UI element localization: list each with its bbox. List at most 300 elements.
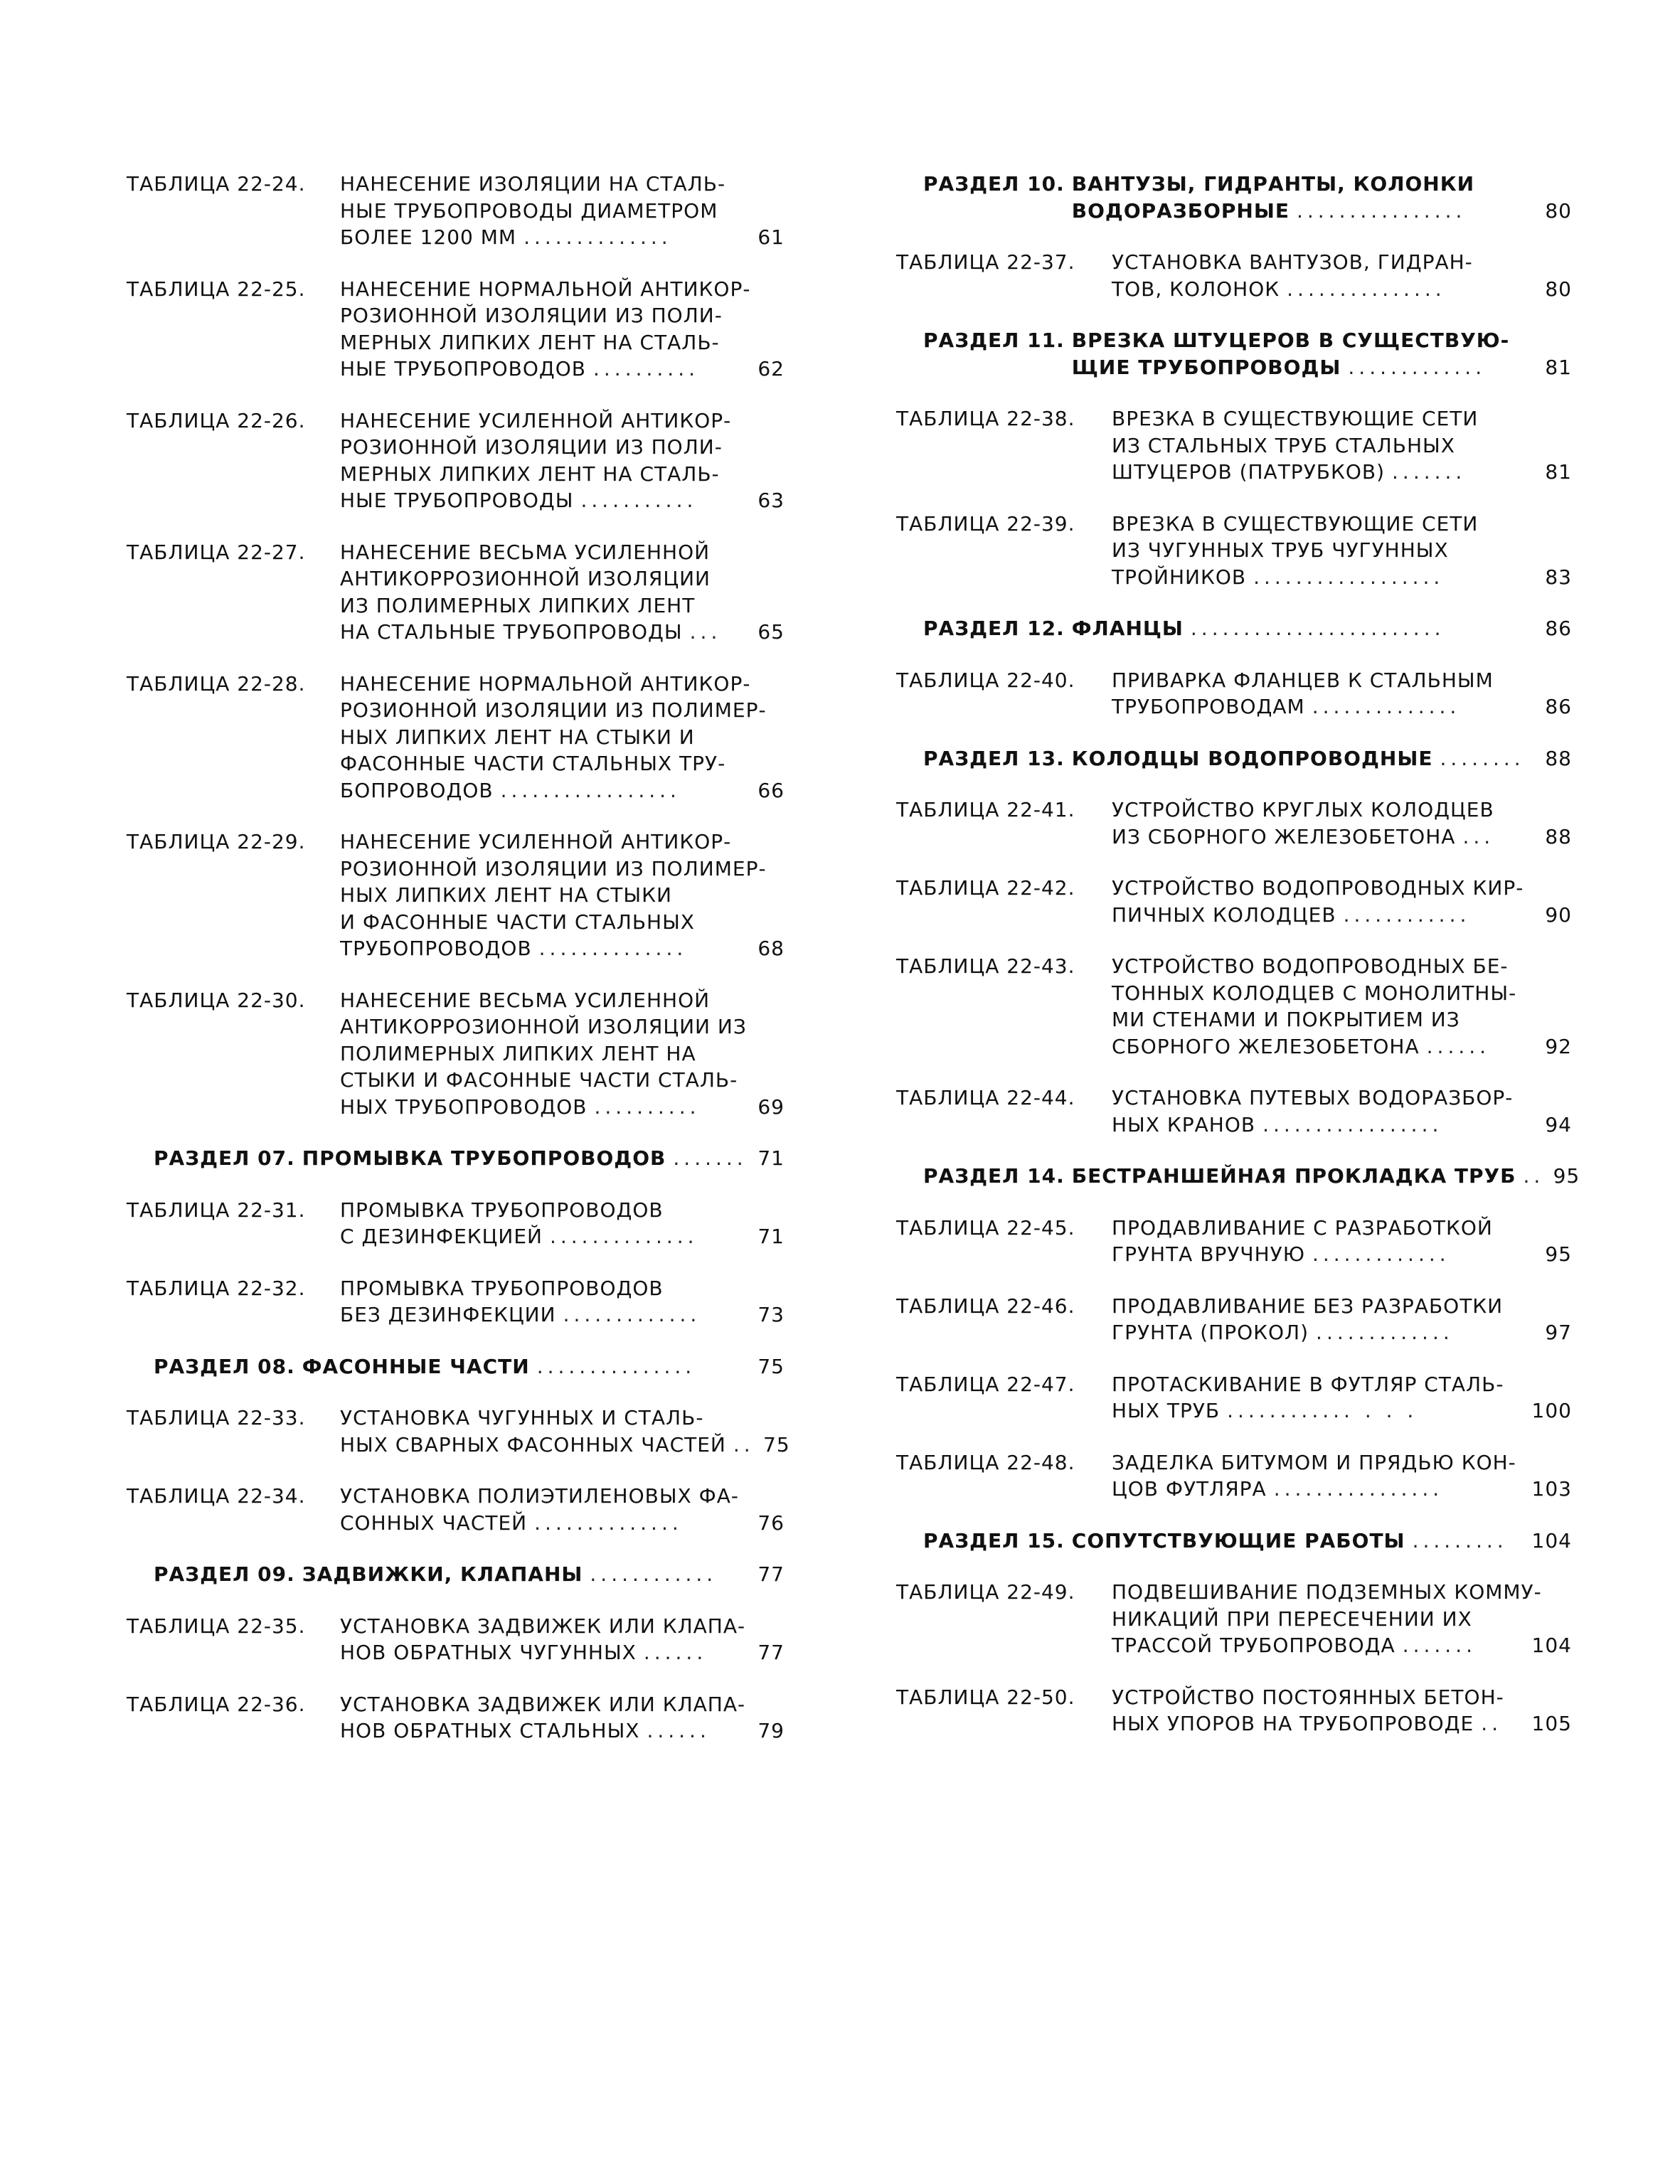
dot-leader: .. xyxy=(733,1432,755,1456)
table-label: ТАБЛИЦА 22-39. xyxy=(896,511,1075,536)
dot-leader: ...... xyxy=(647,1719,711,1742)
leader-line xyxy=(1112,564,1572,591)
table-label: ТАБЛИЦА 22-44. xyxy=(896,1086,1075,1109)
toc-table-entry[interactable] xyxy=(896,405,1572,486)
dot-leader: ............. xyxy=(1348,355,1487,379)
title-last-line: ШТУЦЕРОВ (ПАТРУБКОВ) xyxy=(1112,460,1386,484)
leader-line xyxy=(340,356,785,383)
title-last-line: НЫЕ ТРУБОПРОВОДОВ xyxy=(340,357,586,380)
title-line: ИЗ ЧУГУННЫХ ТРУБ ЧУГУННЫХ xyxy=(1112,538,1449,562)
section-title xyxy=(302,1561,785,1588)
toc-table-entry[interactable] xyxy=(896,1579,1572,1659)
section-title xyxy=(1072,745,1572,772)
title-line: И ФАСОННЫЕ ЧАСТИ СТАЛЬНЫХ xyxy=(340,910,695,934)
entry-title xyxy=(1112,405,1572,486)
table-label: ТАБЛИЦА 22-43. xyxy=(896,954,1075,978)
entry-title xyxy=(1112,1684,1572,1737)
section-label: РАЗДЕЛ 07. xyxy=(154,1146,295,1170)
table-label: ТАБЛИЦА 22-24. xyxy=(127,172,306,196)
dot-leader: .............. xyxy=(1312,695,1461,718)
leader-line xyxy=(340,1223,785,1250)
toc-table-entry[interactable] xyxy=(896,511,1572,591)
title-last-line: БЕЗ ДЕЗИНФЕКЦИИ xyxy=(340,1303,556,1326)
title-last-line: ВОДОРАЗБОРНЫЕ xyxy=(1071,198,1290,223)
toc-table-entry[interactable] xyxy=(127,1691,785,1744)
dot-leader: ................. xyxy=(1262,1112,1443,1136)
leader-line xyxy=(340,1639,785,1666)
title-last-line: НЫХ УПОРОВ НА ТРУБОПРОВОДЕ xyxy=(1112,1712,1474,1735)
title-line: НЫХ ЛИПКИХ ЛЕНТ НА СТЫКИ И xyxy=(340,725,695,749)
entry-title xyxy=(340,1197,785,1250)
table-label: ТАБЛИЦА 22-40. xyxy=(896,668,1075,692)
leader-line xyxy=(340,1094,785,1121)
title-last-line: ТОВ, КОЛОНОК xyxy=(1112,277,1280,301)
dot-leader: ............... xyxy=(536,1354,696,1378)
title-line: АНТИКОРРОЗИОННОЙ ИЗОЛЯЦИИ ИЗ xyxy=(340,1015,747,1038)
section-label: РАЗДЕЛ 10. xyxy=(923,172,1065,196)
title-last-line: КОЛОДЦЫ ВОДОПРОВОДНЫЕ xyxy=(1071,746,1433,770)
table-label: ТАБЛИЦА 22-31. xyxy=(127,1198,306,1222)
title-last-line: НОВ ОБРАТНЫХ СТАЛЬНЫХ xyxy=(340,1719,640,1742)
page-number: 75 xyxy=(757,1354,785,1378)
table-label: ТАБЛИЦА 22-29. xyxy=(127,830,306,853)
table-label: ТАБЛИЦА 22-32. xyxy=(127,1276,306,1300)
title-last-line: НОВ ОБРАТНЫХ ЧУГУННЫХ xyxy=(340,1641,637,1664)
toc-section-entry[interactable] xyxy=(896,171,1572,224)
leader-line xyxy=(1072,1528,1572,1555)
section-title xyxy=(1072,615,1572,642)
toc-table-entry[interactable] xyxy=(896,1085,1572,1138)
table-label: ТАБЛИЦА 22-26. xyxy=(127,408,306,432)
leader-line xyxy=(1112,1112,1572,1139)
toc-table-entry[interactable] xyxy=(896,1449,1572,1503)
section-label: РАЗДЕЛ 11. xyxy=(923,329,1065,352)
dot-leader: ............ . . . xyxy=(1227,1399,1418,1422)
leader-line xyxy=(340,1717,785,1744)
entry-title xyxy=(340,1275,785,1328)
title-line: НАНЕСЕНИЕ ВЕСЬМА УСИЛЕННОЙ xyxy=(340,540,711,564)
page-number: 77 xyxy=(757,1641,785,1664)
title-last-line: ТРОЙНИКОВ xyxy=(1112,565,1247,589)
toc-table-entry[interactable] xyxy=(127,1613,785,1666)
dot-leader: ............ xyxy=(1343,902,1471,927)
toc-table-entry[interactable] xyxy=(896,953,1572,1060)
entry-title xyxy=(340,539,785,646)
page-number: 94 xyxy=(1545,1112,1572,1136)
page-number: 71 xyxy=(757,1146,785,1170)
dot-leader: .......... xyxy=(593,357,700,380)
toc-table-entry[interactable] xyxy=(127,276,785,383)
table-label: ТАБЛИЦА 22-34. xyxy=(127,1484,306,1508)
title-line: РОЗИОННОЙ ИЗОЛЯЦИИ ИЗ ПОЛИ- xyxy=(340,435,723,459)
page-number: 76 xyxy=(757,1511,785,1535)
leader-line xyxy=(1072,745,1572,772)
leader-line xyxy=(1112,1319,1572,1346)
dot-leader: ... xyxy=(1462,824,1495,848)
toc-table-entry[interactable] xyxy=(896,249,1572,302)
leader-line xyxy=(302,1353,785,1380)
title-line: УСТАНОВКА ПУТЕВЫХ ВОДОРАЗБОР- xyxy=(1112,1086,1514,1109)
entry-title xyxy=(1112,953,1572,1060)
table-label: ТАБЛИЦА 22-47. xyxy=(896,1372,1075,1396)
section-title xyxy=(302,1353,785,1380)
title-last-line: НЫХ ТРУБОПРОВОДОВ xyxy=(340,1094,588,1119)
dot-leader: ......... xyxy=(1412,1528,1508,1552)
toc-section-entry[interactable] xyxy=(127,1353,785,1380)
title-line: ФАСОННЫЕ ЧАСТИ СТАЛЬНЫХ ТРУ- xyxy=(340,752,726,775)
toc-section-entry[interactable] xyxy=(896,745,1572,772)
dot-leader: ............... xyxy=(1287,277,1446,301)
page-number: 69 xyxy=(757,1094,785,1119)
dot-leader: ............. xyxy=(1312,1242,1450,1266)
section-title xyxy=(1072,1528,1572,1555)
page-number: 80 xyxy=(1545,277,1572,301)
title-line: УСТАНОВКА ВАНТУЗОВ, ГИДРАН- xyxy=(1112,250,1473,274)
title-line: УСТАНОВКА ЧУГУННЫХ И СТАЛЬ- xyxy=(340,1406,704,1429)
title-last-line: ГРУНТА (ПРОКОЛ) xyxy=(1112,1321,1309,1344)
leader-line xyxy=(1112,1033,1572,1060)
toc-table-entry[interactable] xyxy=(127,171,785,251)
page-number: 75 xyxy=(763,1432,790,1456)
title-line: УСТРОЙСТВО ВОДОПРОВОДНЫХ КИР- xyxy=(1112,876,1524,900)
table-label: ТАБЛИЦА 22-50. xyxy=(896,1685,1075,1709)
entry-title xyxy=(1112,875,1572,928)
title-last-line: НЫХ КРАНОВ xyxy=(1112,1112,1256,1136)
leader-line xyxy=(340,777,785,804)
leader-line xyxy=(1112,693,1572,720)
page-number: 104 xyxy=(1531,1528,1572,1552)
title-line: ПРОТАСКИВАНИЕ В ФУТЛЯР СТАЛЬ- xyxy=(1112,1372,1504,1396)
page-number: 71 xyxy=(757,1225,785,1248)
leader-line xyxy=(340,487,785,514)
title-last-line: НА СТАЛЬНЫЕ ТРУБОПРОВОДЫ xyxy=(340,620,683,644)
leader-line xyxy=(1072,1163,1580,1190)
dot-leader: ................ xyxy=(1273,1477,1444,1501)
leader-line xyxy=(1112,459,1572,486)
table-label: ТАБЛИЦА 22-49. xyxy=(896,1580,1075,1604)
dot-leader: ....... xyxy=(1392,460,1467,484)
dot-leader: ............. xyxy=(1316,1321,1454,1344)
table-label: ТАБЛИЦА 22-42. xyxy=(896,876,1075,900)
entry-title xyxy=(340,171,785,251)
title-line: МЕРНЫХ ЛИПКИХ ЛЕНТ НА СТАЛЬ- xyxy=(340,462,720,486)
entry-title xyxy=(1112,1449,1572,1503)
entry-title xyxy=(1112,1579,1572,1659)
toc-section-entry[interactable] xyxy=(127,1145,785,1172)
dot-leader: .............. xyxy=(523,225,672,249)
title-line: МЕРНЫХ ЛИПКИХ ЛЕНТ НА СТАЛЬ- xyxy=(340,330,720,354)
title-line: ИЗ СТАЛЬНЫХ ТРУБ СТАЛЬНЫХ xyxy=(1112,433,1455,457)
title-last-line: ЗАДВИЖКИ, КЛАПАНЫ xyxy=(302,1562,583,1586)
title-last-line: ЦОВ ФУТЛЯРА xyxy=(1112,1477,1267,1501)
dot-leader: ............ xyxy=(590,1562,718,1586)
page-number: 86 xyxy=(1545,617,1572,640)
title-line: НАНЕСЕНИЕ НОРМАЛЬНОЙ АНТИКОР- xyxy=(340,671,751,696)
title-last-line: СОПУТСТВУЮЩИЕ РАБОТЫ xyxy=(1071,1528,1405,1552)
title-last-line: ПРОМЫВКА ТРУБОПРОВОДОВ xyxy=(302,1146,666,1170)
dot-leader: ...... xyxy=(1426,1034,1491,1058)
title-last-line: НЫХ ТРУБ xyxy=(1112,1399,1221,1422)
toc-table-entry[interactable] xyxy=(127,671,785,804)
entry-title xyxy=(340,671,785,804)
page-number: 95 xyxy=(1545,1242,1572,1266)
leader-line xyxy=(1112,1632,1572,1659)
page-number: 83 xyxy=(1545,565,1572,589)
page-number: 63 xyxy=(757,489,785,512)
title-last-line: СОННЫХ ЧАСТЕЙ xyxy=(340,1511,528,1535)
title-line: НЫХ ЛИПКИХ ЛЕНТ НА СТЫКИ xyxy=(340,883,672,907)
toc-table-entry[interactable] xyxy=(896,1215,1572,1268)
dot-leader: ........ xyxy=(1440,746,1525,770)
page-number: 92 xyxy=(1545,1034,1572,1058)
page-number: 62 xyxy=(757,357,785,380)
entry-title xyxy=(340,987,785,1121)
dot-leader: .. xyxy=(1523,1164,1545,1188)
section-title xyxy=(1072,171,1572,224)
title-last-line: ТРАССОЙ ТРУБОПРОВОДА xyxy=(1112,1634,1395,1657)
toc-table-entry[interactable] xyxy=(127,829,785,962)
title-last-line: ФАСОННЫЕ ЧАСТИ xyxy=(302,1354,530,1378)
table-label: ТАБЛИЦА 22-35. xyxy=(127,1614,306,1638)
toc-section-entry[interactable] xyxy=(896,1163,1580,1190)
title-line: РОЗИОННОЙ ИЗОЛЯЦИИ ИЗ ПОЛИ- xyxy=(340,304,723,327)
leader-line xyxy=(340,1301,785,1328)
page-number: 79 xyxy=(757,1719,785,1742)
title-last-line: ФЛАНЦЫ xyxy=(1071,617,1184,640)
title-line: ВРЕЗКА В СУЩЕСТВУЮЩИЕ СЕТИ xyxy=(1112,511,1479,536)
dot-leader: .............. xyxy=(549,1225,698,1248)
table-label: ТАБЛИЦА 22-30. xyxy=(127,988,306,1012)
section-label: РАЗДЕЛ 13. xyxy=(923,746,1065,770)
toc-table-entry[interactable] xyxy=(896,667,1572,720)
toc-section-entry[interactable] xyxy=(127,1561,785,1588)
page-number: 100 xyxy=(1531,1399,1572,1422)
title-last-line: ГРУНТА ВРУЧНУЮ xyxy=(1112,1242,1305,1266)
title-line: НАНЕСЕНИЕ УСИЛЕННОЙ АНТИКОР- xyxy=(340,408,732,432)
leader-line xyxy=(340,224,785,251)
page-number: 88 xyxy=(1545,824,1572,848)
dot-leader: ........... xyxy=(580,489,698,512)
leader-line xyxy=(1112,902,1572,929)
title-line: УСТРОЙСТВО ВОДОПРОВОДНЫХ БЕ- xyxy=(1112,954,1509,978)
title-last-line: НЫХ СВАРНЫХ ФАСОННЫХ ЧАСТЕЙ xyxy=(340,1432,726,1456)
title-line: НАНЕСЕНИЕ ВЕСЬМА УСИЛЕННОЙ xyxy=(340,988,711,1012)
leader-line xyxy=(1112,1476,1572,1503)
title-last-line: БОПРОВОДОВ xyxy=(340,778,494,802)
page-number: 88 xyxy=(1545,746,1572,770)
toc-left-column xyxy=(127,171,790,1769)
toc-table-entry[interactable] xyxy=(896,1684,1572,1737)
title-last-line: НЫЕ ТРУБОПРОВОДЫ xyxy=(340,489,574,512)
title-line: СТЫКИ И ФАСОННЫЕ ЧАСТИ СТАЛЬ- xyxy=(340,1068,738,1092)
title-line: ПРОМЫВКА ТРУБОПРОВОДОВ xyxy=(340,1276,664,1300)
dot-leader: .................. xyxy=(1253,565,1445,589)
entry-title xyxy=(1112,1085,1572,1138)
leader-line xyxy=(1112,824,1572,851)
page-number: 61 xyxy=(757,225,785,249)
table-label: ТАБЛИЦА 22-28. xyxy=(127,671,306,696)
title-line: АНТИКОРРОЗИОННОЙ ИЗОЛЯЦИИ xyxy=(340,567,711,590)
entry-title xyxy=(340,1691,785,1744)
toc-section-entry[interactable] xyxy=(896,1528,1572,1555)
title-line: ПРОДАВЛИВАНИЕ С РАЗРАБОТКОЙ xyxy=(1112,1215,1493,1240)
page-number: 86 xyxy=(1545,695,1572,718)
title-last-line: С ДЕЗИНФЕКЦИЕЙ xyxy=(340,1225,543,1248)
title-last-line: ЩИЕ ТРУБОПРОВОДЫ xyxy=(1071,355,1341,379)
page-number: 73 xyxy=(757,1303,785,1326)
entry-title xyxy=(340,1483,785,1536)
dot-leader: .............. xyxy=(534,1511,683,1535)
title-line: ЗАДЕЛКА БИТУМОМ И ПРЯДЬЮ КОН- xyxy=(1112,1450,1516,1474)
title-line: УСТАНОВКА ПОЛИЭТИЛЕНОВЫХ ФА- xyxy=(340,1484,739,1508)
title-last-line: СБОРНОГО ЖЕЛЕЗОБЕТОНА xyxy=(1112,1034,1420,1058)
toc-table-entry[interactable] xyxy=(896,1293,1572,1346)
page-number: 95 xyxy=(1553,1164,1580,1188)
page-number: 81 xyxy=(1545,460,1572,484)
title-line: ПОДВЕШИВАНИЕ ПОДЗЕМНЫХ КОММУ- xyxy=(1112,1580,1542,1604)
toc-table-entry[interactable] xyxy=(127,1483,785,1536)
entry-title xyxy=(340,1405,790,1458)
table-label: ТАБЛИЦА 22-37. xyxy=(896,250,1075,274)
leader-line xyxy=(1112,276,1572,303)
page-number: 66 xyxy=(757,778,785,802)
section-label: РАЗДЕЛ 08. xyxy=(154,1354,295,1378)
entry-title xyxy=(340,829,785,962)
toc-table-entry[interactable] xyxy=(127,407,785,514)
title-last-line: ПИЧНЫХ КОЛОДЦЕВ xyxy=(1112,902,1336,927)
title-line: НАНЕСЕНИЕ ИЗОЛЯЦИИ НА СТАЛЬ- xyxy=(340,172,726,196)
page-number: 103 xyxy=(1531,1477,1572,1501)
title-last-line: ТРУБОПРОВОДОВ xyxy=(340,937,532,960)
leader-line xyxy=(340,935,785,962)
section-label: РАЗДЕЛ 09. xyxy=(154,1562,295,1586)
table-label: ТАБЛИЦА 22-33. xyxy=(127,1406,306,1429)
table-label: ТАБЛИЦА 22-25. xyxy=(127,277,306,301)
table-label: ТАБЛИЦА 22-46. xyxy=(896,1294,1075,1318)
entry-title xyxy=(1112,1371,1572,1424)
table-label: ТАБЛИЦА 22-36. xyxy=(127,1692,306,1716)
title-last-line: ИЗ СБОРНОГО ЖЕЛЕЗОБЕТОНА xyxy=(1112,824,1456,848)
toc-table-entry[interactable] xyxy=(127,1405,790,1458)
entry-title xyxy=(1112,511,1572,591)
title-line: ПРОМЫВКА ТРУБОПРОВОДОВ xyxy=(340,1198,664,1222)
title-line: НАНЕСЕНИЕ УСИЛЕННОЙ АНТИКОР- xyxy=(340,830,732,853)
page-number: 68 xyxy=(757,937,785,960)
leader-line xyxy=(1112,1241,1572,1268)
entry-title xyxy=(1112,1215,1572,1268)
title-line: ПРОДАВЛИВАНИЕ БЕЗ РАЗРАБОТКИ xyxy=(1112,1294,1504,1318)
page-number: 90 xyxy=(1545,902,1572,927)
title-line: РОЗИОННОЙ ИЗОЛЯЦИИ ИЗ ПОЛИМЕР- xyxy=(340,856,767,880)
toc-table-entry[interactable] xyxy=(896,875,1572,928)
title-last-line: ТРУБОПРОВОДАМ xyxy=(1112,695,1305,718)
toc-table-entry[interactable] xyxy=(127,1197,785,1250)
title-line: ПОЛИМЕРНЫХ ЛИПКИХ ЛЕНТ НА xyxy=(340,1041,696,1065)
table-label: ТАБЛИЦА 22-27. xyxy=(127,540,306,564)
section-label: РАЗДЕЛ 12. xyxy=(923,617,1065,640)
toc-section-entry[interactable] xyxy=(896,615,1572,642)
dot-leader: .............. xyxy=(538,937,688,960)
title-line: УСТАНОВКА ЗАДВИЖЕК ИЛИ КЛАПА- xyxy=(340,1692,746,1716)
section-title xyxy=(1072,1163,1580,1190)
page-number: 104 xyxy=(1531,1634,1572,1657)
leader-line xyxy=(1072,354,1572,381)
page-number: 65 xyxy=(757,620,785,644)
title-line: ТОННЫХ КОЛОДЦЕВ С МОНОЛИТНЫ- xyxy=(1112,981,1517,1005)
section-label: РАЗДЕЛ 15. xyxy=(923,1528,1065,1552)
leader-line xyxy=(302,1561,785,1588)
table-label: ТАБЛИЦА 22-38. xyxy=(896,407,1075,430)
dot-leader: ........................ xyxy=(1190,617,1445,640)
page-number: 97 xyxy=(1545,1321,1572,1344)
leader-line xyxy=(1112,1397,1572,1424)
title-line: НИКАЦИЙ ПРИ ПЕРЕСЕЧЕНИИ ИХ xyxy=(1112,1607,1472,1631)
leader-line xyxy=(1072,198,1572,225)
entry-title xyxy=(1112,667,1572,720)
title-line: УСТАНОВКА ЗАДВИЖЕК ИЛИ КЛАПА- xyxy=(340,1614,746,1638)
toc-table-entry[interactable] xyxy=(896,797,1572,850)
title-line: НЫЕ ТРУБОПРОВОДЫ ДИАМЕТРОМ xyxy=(340,198,718,223)
entry-title xyxy=(340,1613,785,1666)
title-line: НАНЕСЕНИЕ НОРМАЛЬНОЙ АНТИКОР- xyxy=(340,277,751,301)
entry-title xyxy=(1112,249,1572,302)
page-number: 80 xyxy=(1545,198,1572,223)
title-line: ИЗ ПОЛИМЕРНЫХ ЛИПКИХ ЛЕНТ xyxy=(340,593,696,617)
dot-leader: .......... xyxy=(594,1094,701,1119)
dot-leader: ... xyxy=(689,620,722,644)
toc-table-entry[interactable] xyxy=(127,1275,785,1328)
leader-line xyxy=(340,619,785,646)
page-number: 105 xyxy=(1531,1712,1572,1735)
title-line: УСТРОЙСТВО КРУГЛЫХ КОЛОДЦЕВ xyxy=(1112,798,1494,821)
title-line: УСТРОЙСТВО ПОСТОЯННЫХ БЕТОН- xyxy=(1112,1685,1504,1709)
dot-leader: .. xyxy=(1481,1712,1503,1735)
entry-title xyxy=(340,276,785,383)
toc-section-entry[interactable] xyxy=(896,327,1572,380)
title-line: РОЗИОННОЙ ИЗОЛЯЦИИ ИЗ ПОЛИМЕР- xyxy=(340,698,767,722)
dot-leader: ....... xyxy=(1402,1634,1477,1657)
title-line: ПРИВАРКА ФЛАНЦЕВ К СТАЛЬНЫМ xyxy=(1112,668,1494,692)
toc-table-entry[interactable] xyxy=(896,1371,1572,1424)
section-label: РАЗДЕЛ 14. xyxy=(923,1164,1065,1188)
title-line: МИ СТЕНАМИ И ПОКРЫТИЕМ ИЗ xyxy=(1112,1008,1460,1031)
table-label: ТАБЛИЦА 22-48. xyxy=(896,1450,1075,1474)
dot-leader: ...... xyxy=(643,1641,708,1664)
table-label: ТАБЛИЦА 22-41. xyxy=(896,798,1075,821)
title-last-line: БЕСТРАНШЕЙНАЯ ПРОКЛАДКА ТРУБ xyxy=(1071,1164,1516,1188)
page-number: 77 xyxy=(757,1562,785,1586)
title-line: ВРЕЗКА В СУЩЕСТВУЮЩИЕ СЕТИ xyxy=(1112,407,1479,430)
leader-line xyxy=(1112,1710,1572,1737)
section-title xyxy=(1072,327,1572,380)
leader-line xyxy=(1072,615,1572,642)
title-line: ВАНТУЗЫ, ГИДРАНТЫ, КОЛОНКИ xyxy=(1071,172,1475,196)
leader-line xyxy=(302,1145,785,1172)
toc-table-entry[interactable] xyxy=(127,987,785,1121)
page-number: 81 xyxy=(1545,355,1572,379)
dot-leader: ............. xyxy=(563,1303,701,1326)
dot-leader: ....... xyxy=(673,1146,748,1170)
section-title xyxy=(302,1145,785,1172)
entry-title xyxy=(1112,1293,1572,1346)
entry-title xyxy=(340,407,785,514)
title-last-line: БОЛЕЕ 1200 ММ xyxy=(340,225,517,249)
toc-table-entry[interactable] xyxy=(127,539,785,646)
table-label: ТАБЛИЦА 22-45. xyxy=(896,1215,1075,1240)
toc-right-column xyxy=(896,171,1580,1762)
dot-leader: ................ xyxy=(1296,198,1467,223)
entry-title xyxy=(1112,797,1572,850)
